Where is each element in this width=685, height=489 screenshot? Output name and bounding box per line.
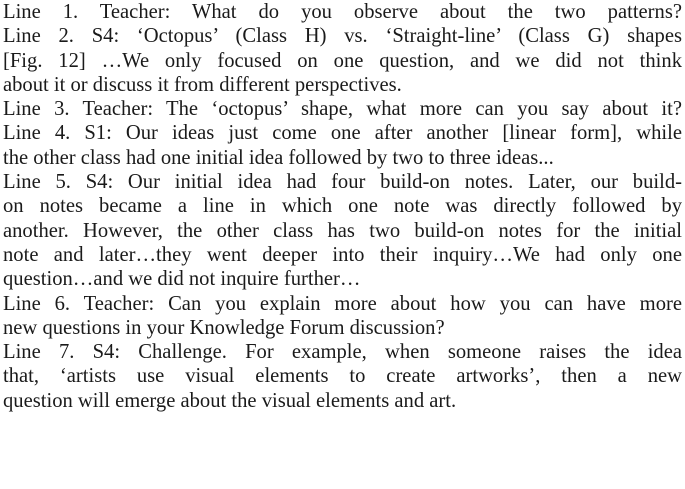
transcript-line: Line 6. Teacher: Can you explain more about how you can have more xyxy=(3,292,682,315)
transcript-line: Line 4. S1: Our ideas just come one after another [linear form], while xyxy=(3,122,682,145)
transcript-line: another. However, the other class has two build-on notes for the initial xyxy=(3,219,682,242)
transcript-line: that, ‘artists use visual elements to create artworks’, then a new xyxy=(3,365,682,388)
transcript-line: new questions in your Knowledge Forum discussion? xyxy=(3,316,445,339)
transcript-line: question…and we did not inquire further… xyxy=(3,268,361,291)
transcript-line: Line 7. S4: Challenge. For example, when someone raises the idea xyxy=(3,341,682,364)
transcript-line: on notes became a line in which one note was directly followed by xyxy=(3,195,682,218)
transcript-line: Line 5. S4: Our initial idea had four build-on notes. Later, our build- xyxy=(3,171,682,194)
transcript-line: about it or discuss it from different perspectives. xyxy=(3,73,402,96)
transcript-line: Line 2. S4: ‘Octopus’ (Class H) vs. ‘Straight-line’ (Class G) shapes xyxy=(3,25,682,48)
transcript-line: [Fig. 12] …We only focused on one question, and we did not think xyxy=(3,49,682,72)
transcript-line: question will emerge about the visual elements and art. xyxy=(3,389,457,412)
transcript-line: note and later…they went deeper into their inquiry…We had only one xyxy=(3,243,682,266)
transcript-line: the other class had one initial idea followed by two to three ideas... xyxy=(3,146,554,169)
transcript-line: Line 3. Teacher: The ‘octopus’ shape, what more can you say about it? xyxy=(3,98,682,121)
transcript-line: Line 1. Teacher: What do you observe about the two patterns? xyxy=(3,1,682,23)
